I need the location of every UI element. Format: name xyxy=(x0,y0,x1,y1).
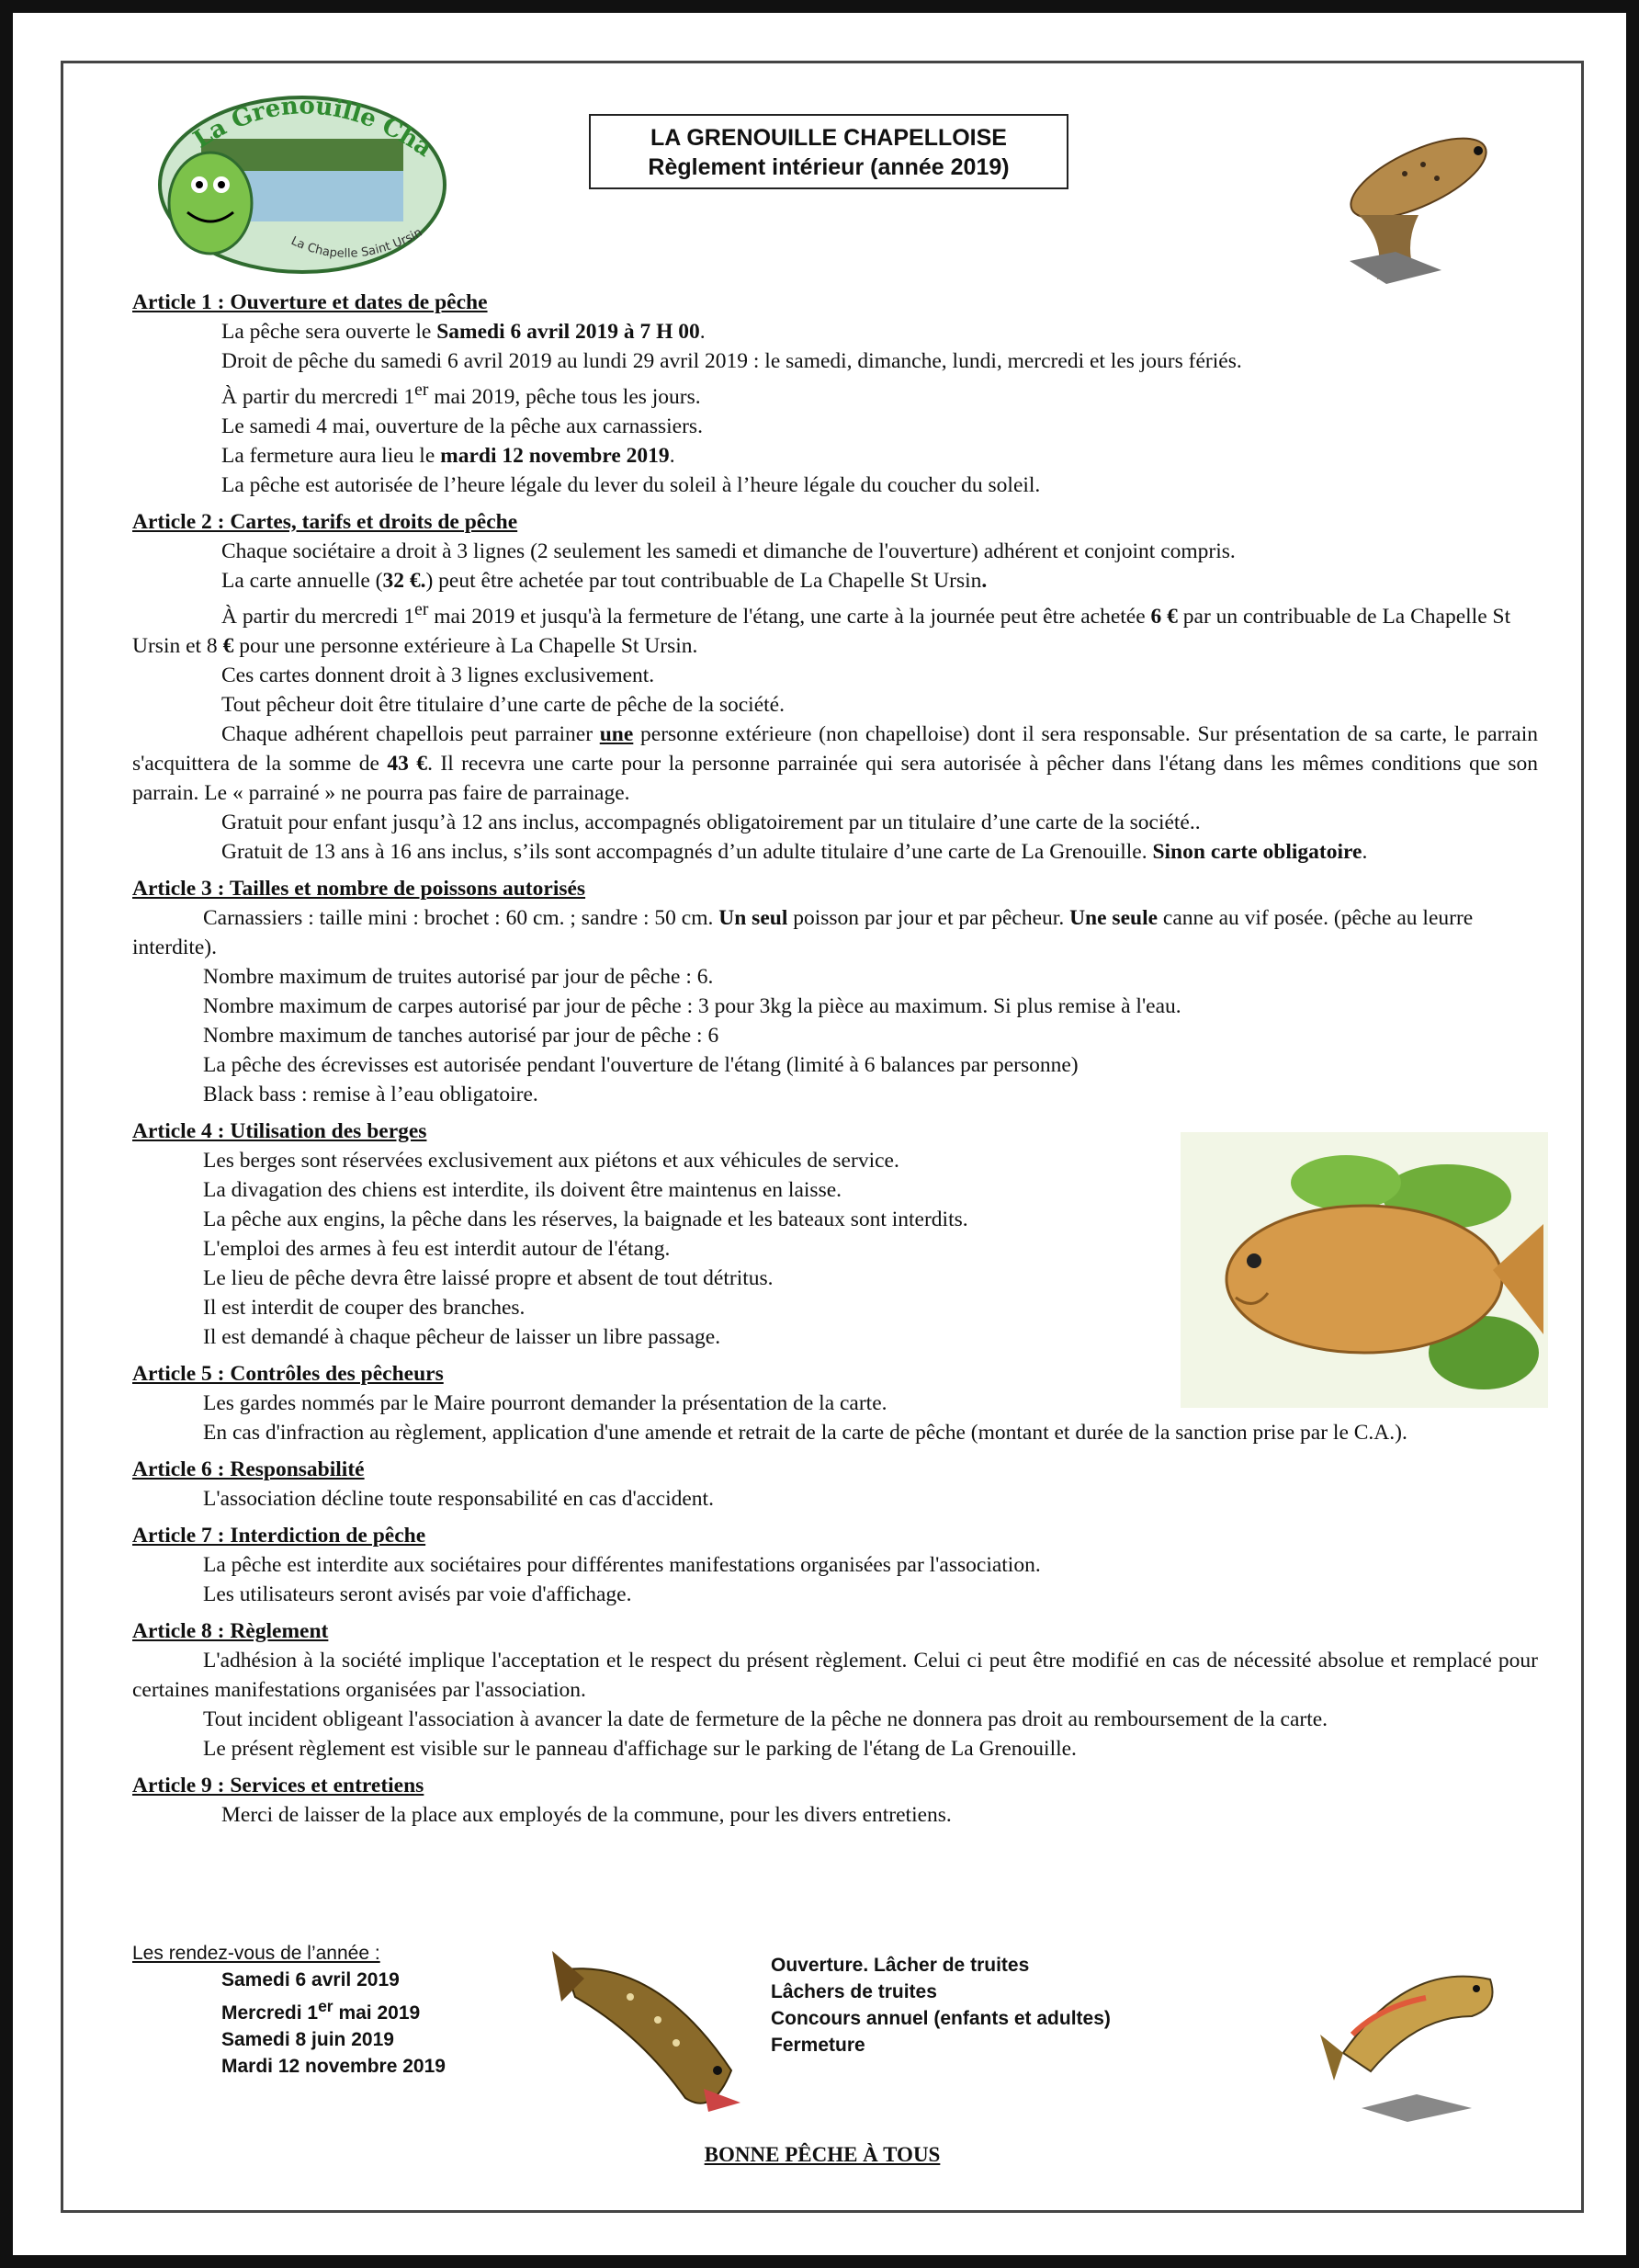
a2-line-4: Ces cartes donnent droit à 3 lignes exclusivement. xyxy=(221,663,655,687)
a2-line-6: Chaque adhérent chapellois peut parrainer une personne extérieure (non chapelloise) dont il sera responsable. Sur présentation de sa carte, le parrain s'acquittera de la somme de 43 €. Il recevra une carte pour la personne parrainée qui sera autorisée à pêcher dans l'étang dans les mêmes conditions que son parrain. Le « parrainé » ne pourra pas faire de parrainage. xyxy=(132,721,1539,805)
rendezvous-dates xyxy=(132,1940,446,2080)
title-line-1: LA GRENOUILLE CHAPELLOISE xyxy=(650,125,1007,151)
a2-line-8: Gratuit de 13 ans à 16 ans inclus, s’ils sont accompagnés d’un adulte titulaire d’une carte de La Grenouille. Sinon carte obligatoire. xyxy=(221,839,1368,864)
closing-message: BONNE PÊCHE À TOUS xyxy=(704,2143,941,2166)
rdv-event-2: Lâchers de truites xyxy=(771,1981,937,2002)
a4-line-6: Il est interdit de couper des branches. xyxy=(203,1295,526,1320)
document-title xyxy=(589,114,1068,189)
a8-line-1: L'adhésion à la société implique l'acceptation et le respect du présent règlement. Celui ci peut être modifié en cas de nécessité absolue et remplacé pour certaines manifestations organisées par l'association. xyxy=(132,1648,1538,1702)
a4-line-2: La divagation des chiens est interdite, ils doivent être maintenus en laisse. xyxy=(203,1177,842,1202)
a3-line-1: Carnassiers : taille mini : brochet : 60 cm. ; sandre : 50 cm. Un seul poisson par jour et par pêcheur. Une seule canne au vif posée. (pêche au leurre interdite). xyxy=(132,905,1474,959)
rdv-date-3: Samedi 8 juin 2019 xyxy=(221,2029,394,2050)
a4-line-3: La pêche aux engins, la pêche dans les réserves, la baignade et les bateaux sont interdits. xyxy=(203,1207,968,1231)
logo-bottom-text: La Chapelle Saint Ursin xyxy=(288,225,425,261)
a1-line-2: Droit de pêche du samedi 6 avril 2019 au lundi 29 avril 2019 : le samedi, dimanche, lundi, mercredi et les jours fériés. xyxy=(221,349,1242,373)
article-8-heading: Article 8 : Règlement xyxy=(132,1618,329,1643)
a3-line-5: La pêche des écrevisses est autorisée pendant l'ouverture de l'étang (limité à 6 balances par personne) xyxy=(203,1052,1079,1077)
a5-line-1: Les gardes nommés par le Maire pourront demander la présentation de la carte. xyxy=(203,1390,887,1415)
rdv-date-2: Mercredi 1er mai 2019 xyxy=(221,1997,421,2024)
a3-line-4: Nombre maximum de tanches autorisé par jour de pêche : 6 xyxy=(203,1023,719,1048)
article-2-heading: Article 2 : Cartes, tarifs et droits de pêche xyxy=(132,509,518,534)
logo-top-text: La Grenouille Cha xyxy=(188,92,437,163)
article-4-heading: Article 4 : Utilisation des berges xyxy=(132,1118,427,1143)
a3-line-2: Nombre maximum de truites autorisé par jour de pêche : 6. xyxy=(203,964,714,989)
a2-line-1: Chaque sociétaire a droit à 3 lignes (2 seulement les samedi et dimanche de l'ouverture) adhérent et conjoint compris. xyxy=(221,539,1236,563)
article-7-heading: Article 7 : Interdiction de pêche xyxy=(132,1523,426,1548)
pike-illustration xyxy=(548,1933,773,2135)
a9-line-1: Merci de laisser de la place aux employés de la commune, pour les divers entretiens. xyxy=(221,1802,952,1827)
a7-line-2: Les utilisateurs seront avisés par voie d'affichage. xyxy=(203,1582,632,1606)
a1-line-6: La pêche est autorisée de l’heure légale du lever du soleil à l’heure légale du coucher du soleil. xyxy=(221,472,1041,497)
rdv-event-4: Fermeture xyxy=(771,2035,865,2056)
article-9-heading: Article 9 : Services et entretiens xyxy=(132,1773,424,1797)
a1-line-5: La fermeture aura lieu le mardi 12 novembre 2019. xyxy=(221,443,675,468)
a1-line-1: La pêche sera ouverte le Samedi 6 avril 2019 à 7 H 00. xyxy=(221,320,706,344)
club-logo xyxy=(146,84,449,281)
article-1-heading: Article 1 : Ouverture et dates de pêche xyxy=(132,290,488,314)
a2-line-7: Gratuit pour enfant jusqu’à 12 ans inclus, accompagnés obligatoirement par un titulaire d’une carte de la société.. xyxy=(221,810,1201,834)
rdv-event-3: Concours annuel (enfants et adultes) xyxy=(771,2008,1111,2029)
rdv-date-4: Mardi 12 novembre 2019 xyxy=(221,2056,446,2077)
a5-line-2: En cas d'infraction au règlement, application d'une amende et retrait de la carte de pêche (montant et durée de la sanction prise par le C.A.). xyxy=(203,1420,1407,1445)
rdv-event-1: Ouverture. Lâcher de truites xyxy=(771,1955,1030,1976)
a8-line-2: Tout incident obligeant l'association à avancer la date de fermeture de la pêche ne donnera pas droit au remboursement de la carte. xyxy=(203,1707,1328,1731)
rdv-date-1: Samedi 6 avril 2019 xyxy=(221,1969,400,1990)
document-border xyxy=(61,61,1584,2213)
a2-line-3: À partir du mercredi 1er mai 2019 et jusqu'à la fermeture de l'étang, une carte à la journée peut être achetée 6 € par un contribuable de La Chapelle St Ursin et 8 € pour une personne extérieure à La Chapelle St Ursin. xyxy=(132,599,1511,658)
a2-line-2: La carte annuelle (32 €.) peut être achetée par tout contribuable de La Chapelle St Ursin. xyxy=(221,568,988,593)
a8-line-3: Le présent règlement est visible sur le panneau d'affichage sur le parking de l'étang de La Grenouille. xyxy=(203,1736,1077,1761)
a4-line-5: Le lieu de pêche devra être laissé propre et absent de tout détritus. xyxy=(203,1265,774,1290)
trout-illustration xyxy=(1331,114,1515,289)
a3-line-3: Nombre maximum de carpes autorisé par jour de pêche : 3 pour 3kg la pièce au maximum. Si plus remise à l'eau. xyxy=(203,993,1181,1018)
a3-line-6: Black bass : remise à l’eau obligatoire. xyxy=(203,1082,538,1106)
article-3-heading: Article 3 : Tailles et nombre de poissons autorisés xyxy=(132,876,586,901)
rendezvous-title: Les rendez-vous de l’année : xyxy=(132,1943,380,1964)
a2-line-5: Tout pêcheur doit être titulaire d’une carte de pêche de la société. xyxy=(221,692,785,717)
a4-line-7: Il est demandé à chaque pêcheur de laisser un libre passage. xyxy=(203,1324,721,1349)
a1-line-4: Le samedi 4 mai, ouverture de la pêche aux carnassiers. xyxy=(221,414,703,438)
page-frame xyxy=(13,13,1626,2255)
article-6-heading: Article 6 : Responsabilité xyxy=(132,1457,365,1481)
a6-line-1: L'association décline toute responsabilité en cas d'accident. xyxy=(203,1486,714,1511)
rendezvous-events xyxy=(771,1952,1111,2058)
leaping-trout-illustration xyxy=(1316,1943,1518,2126)
a1-line-3: À partir du mercredi 1er mai 2019, pêche tous les jours. xyxy=(221,380,701,409)
a4-line-1: Les berges sont réservées exclusivement aux piétons et aux véhicules de service. xyxy=(203,1148,899,1173)
a4-line-4: L'emploi des armes à feu est interdit autour de l'étang. xyxy=(203,1236,671,1261)
article-5-heading: Article 5 : Contrôles des pêcheurs xyxy=(132,1361,444,1386)
rules-content xyxy=(132,288,1538,1830)
a7-line-1: La pêche est interdite aux sociétaires pour différentes manifestations organisées par l'association. xyxy=(203,1552,1041,1577)
title-line-2: Règlement intérieur (année 2019) xyxy=(648,154,1010,180)
